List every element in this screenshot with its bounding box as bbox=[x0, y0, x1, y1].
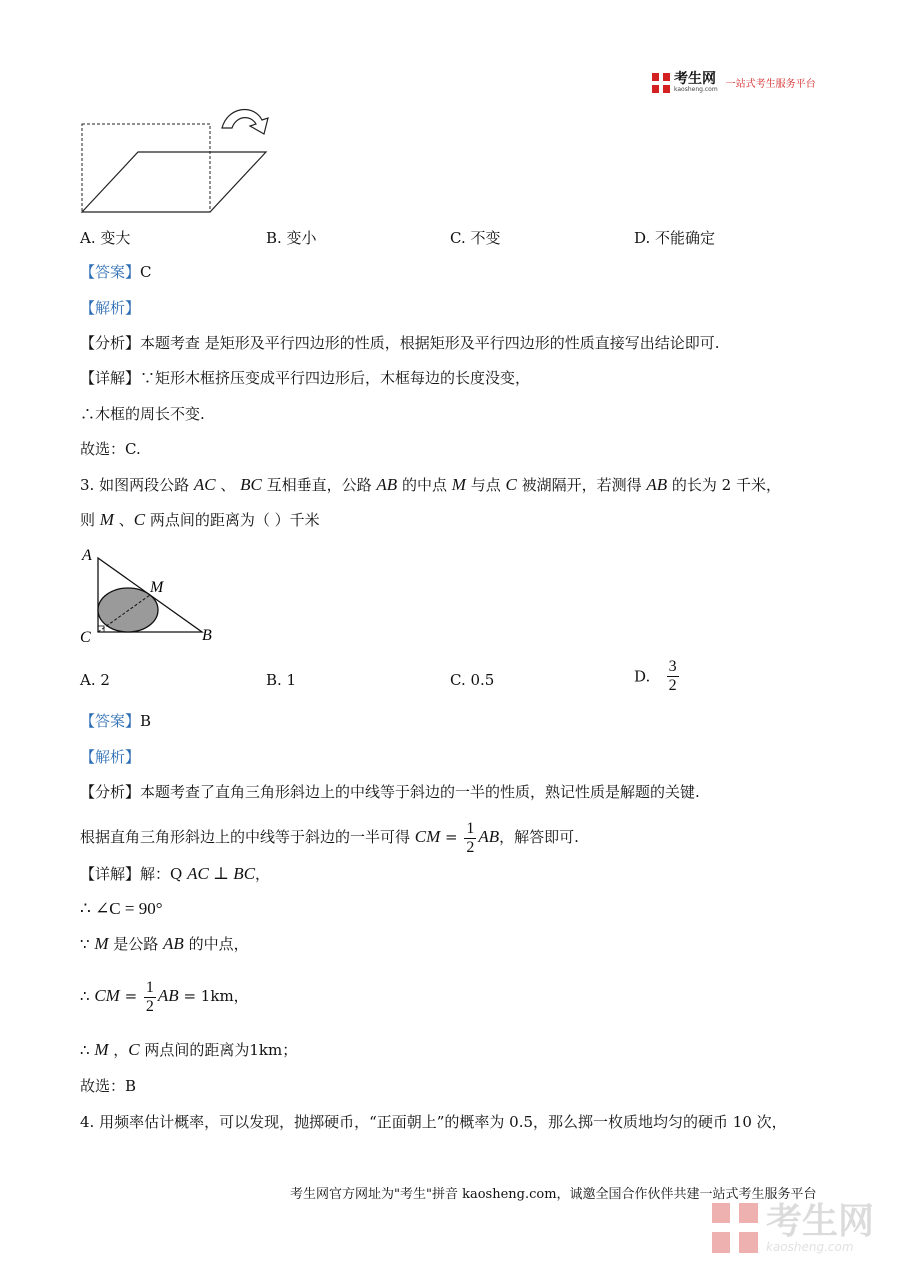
watermark-logo-icon bbox=[712, 1203, 758, 1253]
q3-xiangjie bbox=[80, 864, 270, 884]
q4-stem: 4. 用频率估计概率，可以发现，抛掷硬币，“正面朝上”的概率为 0.5，那么掷一枚质地均匀的硬币 10 次， bbox=[80, 1113, 787, 1131]
step-text: ∵ bbox=[80, 935, 95, 953]
watermark-sub: kaosheng.com bbox=[766, 1240, 854, 1254]
point-c: C bbox=[133, 510, 146, 529]
seg-ab: AB bbox=[163, 934, 184, 953]
step-text: 是公路 bbox=[108, 935, 164, 953]
answer-tag: 【答案】 bbox=[80, 712, 141, 730]
stem-sep: 、 bbox=[215, 476, 241, 494]
rotate-arrow-icon bbox=[222, 110, 268, 134]
q3-option-c[interactable]: C. 0.5 bbox=[450, 671, 495, 689]
step-text: 的中点， bbox=[183, 935, 249, 953]
fraction-num: 1 bbox=[145, 978, 154, 996]
fraction-half bbox=[144, 979, 156, 1016]
q3-option-b[interactable]: B. 1 bbox=[266, 671, 297, 689]
q2-analysis-tag: 【解析】 bbox=[80, 299, 141, 317]
fenxi-tag: 【分析】 bbox=[80, 334, 141, 352]
fraction-half bbox=[464, 820, 476, 857]
q3-option-d[interactable] bbox=[634, 658, 681, 695]
seg-ab: AB bbox=[376, 475, 398, 494]
stem-text: 被湖隔开，若测得 bbox=[516, 476, 647, 494]
q2-answer bbox=[80, 262, 152, 282]
fraction-three-halves bbox=[667, 658, 679, 695]
seg-cm: CM bbox=[414, 827, 441, 846]
seg-ab: AB bbox=[646, 475, 668, 494]
stem-text: 3. 如图两段公路 bbox=[80, 476, 194, 494]
fraction-den: 2 bbox=[466, 838, 475, 856]
q2-fenxi bbox=[80, 333, 720, 353]
q2-option-d[interactable]: D. 不能确定 bbox=[634, 229, 716, 247]
seg-ab: AB bbox=[157, 986, 179, 1005]
fraction-num: 1 bbox=[466, 819, 475, 837]
q2-option-a[interactable]: A. 变大 bbox=[80, 229, 131, 247]
parallelogram bbox=[82, 152, 266, 212]
option-d-prefix: D. bbox=[634, 667, 651, 686]
stem-text: 的中点 bbox=[397, 476, 452, 494]
kaosheng-logo-icon bbox=[652, 73, 670, 93]
step-text: 两点间的距离为1km； bbox=[139, 1041, 298, 1059]
q2-option-b[interactable]: B. 变小 bbox=[266, 229, 317, 247]
stem-text: 的长为 2 千米， bbox=[667, 476, 781, 494]
xiangjie-tag: 【详解】 bbox=[80, 865, 141, 883]
fraction-den: 2 bbox=[668, 677, 677, 694]
dashed-rectangle bbox=[82, 124, 210, 212]
point-c: C bbox=[128, 1040, 140, 1059]
stem-text: 、 bbox=[113, 511, 134, 529]
q2-conclusion: ∴木框的周长不变. bbox=[80, 405, 205, 423]
stem-text: 与点 bbox=[465, 476, 506, 494]
fenxi-text: 本题考查了直角三角形斜边上的中线等于斜边的一半的性质，熟记性质是解题的关键. bbox=[140, 783, 700, 801]
label-c: C bbox=[80, 629, 91, 646]
answer-tag: 【答案】 bbox=[80, 263, 141, 281]
fenxi-text: 本题考查 是矩形及平行四边形的性质，根据矩形及平行四边形的性质直接写出结论即可. bbox=[140, 334, 720, 352]
xiangjie-text: 解：Q bbox=[140, 865, 188, 883]
q2-xiangjie bbox=[80, 368, 530, 388]
q3-basis bbox=[80, 815, 579, 859]
basis-text: 根据直角三角形斜边上的中线等于斜边的一半可得 bbox=[80, 828, 415, 846]
fraction-den: 2 bbox=[145, 997, 154, 1015]
answer-value: C bbox=[140, 263, 152, 281]
footer-text: 考生网官方网址为"考生"拼音 kaosheng.com，诚邀全国合作伙伴共建一站式考生服务平台 bbox=[290, 1187, 817, 1202]
label-a: A bbox=[82, 547, 92, 564]
point-m: M bbox=[99, 510, 114, 529]
q3-analysis-tag: 【解析】 bbox=[80, 748, 141, 766]
xiangjie-text: ∵矩形木框挤压变成平行四边形后，木框每边的长度没变， bbox=[140, 369, 531, 387]
logo-title: 考生网 bbox=[674, 71, 716, 87]
q3-option-a[interactable]: A. 2 bbox=[80, 671, 110, 689]
point-m: M bbox=[451, 475, 466, 494]
watermark bbox=[712, 1203, 874, 1253]
xiangjie-tag: 【详解】 bbox=[80, 369, 141, 387]
header-logo[interactable] bbox=[652, 72, 816, 93]
rectangle-to-parallelogram-figure bbox=[78, 104, 278, 216]
basis-text: ，解答即可. bbox=[499, 828, 579, 846]
q2-option-c[interactable]: C. 不变 bbox=[450, 229, 501, 247]
perpendicular-expr: AC ⊥ BC bbox=[187, 864, 256, 883]
fraction-num: 3 bbox=[668, 658, 677, 675]
equals: = bbox=[119, 987, 142, 1005]
seg-ab: AB bbox=[478, 827, 500, 846]
logo-text bbox=[674, 72, 718, 93]
stem-text: 互相垂直，公路 bbox=[261, 476, 377, 494]
stem-text: 两点间的距离为（ ）千米 bbox=[145, 511, 320, 529]
fenxi-tag: 【分析】 bbox=[80, 783, 141, 801]
seg-cm: CM bbox=[94, 986, 120, 1005]
equals: = bbox=[440, 828, 463, 846]
point-m: M bbox=[94, 1040, 109, 1059]
label-b: B bbox=[202, 627, 212, 644]
point-c: C bbox=[505, 475, 517, 494]
seg-ac: AC bbox=[193, 475, 216, 494]
answer-value: B bbox=[140, 712, 152, 730]
step-text: ， bbox=[108, 1041, 129, 1059]
q2-choose: 故选：C. bbox=[80, 440, 141, 458]
xiangjie-text: ， bbox=[255, 865, 271, 883]
step-text: ∴ bbox=[80, 1041, 95, 1059]
q3-step-angle: ∴ ∠C = 90° bbox=[80, 899, 163, 918]
q3-answer bbox=[80, 711, 151, 731]
watermark-text bbox=[766, 1203, 874, 1253]
q3-stem-line2 bbox=[80, 510, 320, 530]
step-text: ∴ bbox=[80, 987, 95, 1005]
q3-step-midpoint bbox=[80, 934, 249, 954]
logo-slogan: 一站式考生服务平台 bbox=[725, 79, 816, 90]
point-m: M bbox=[94, 934, 109, 953]
right-triangle-lake-figure bbox=[78, 544, 228, 648]
q3-fenxi bbox=[80, 782, 700, 802]
seg-bc: BC bbox=[240, 475, 262, 494]
q3-step-cm bbox=[80, 974, 249, 1018]
watermark-title: 考生网 bbox=[766, 1201, 875, 1242]
stem-text: 则 bbox=[80, 511, 100, 529]
q3-step-distance bbox=[80, 1040, 297, 1060]
logo-subtitle: kaosheng.com bbox=[674, 86, 718, 93]
label-m: M bbox=[150, 579, 164, 596]
q3-stem-line1 bbox=[80, 475, 781, 495]
step-text: = 1km， bbox=[178, 987, 249, 1005]
q3-choose: 故选：B bbox=[80, 1077, 137, 1095]
